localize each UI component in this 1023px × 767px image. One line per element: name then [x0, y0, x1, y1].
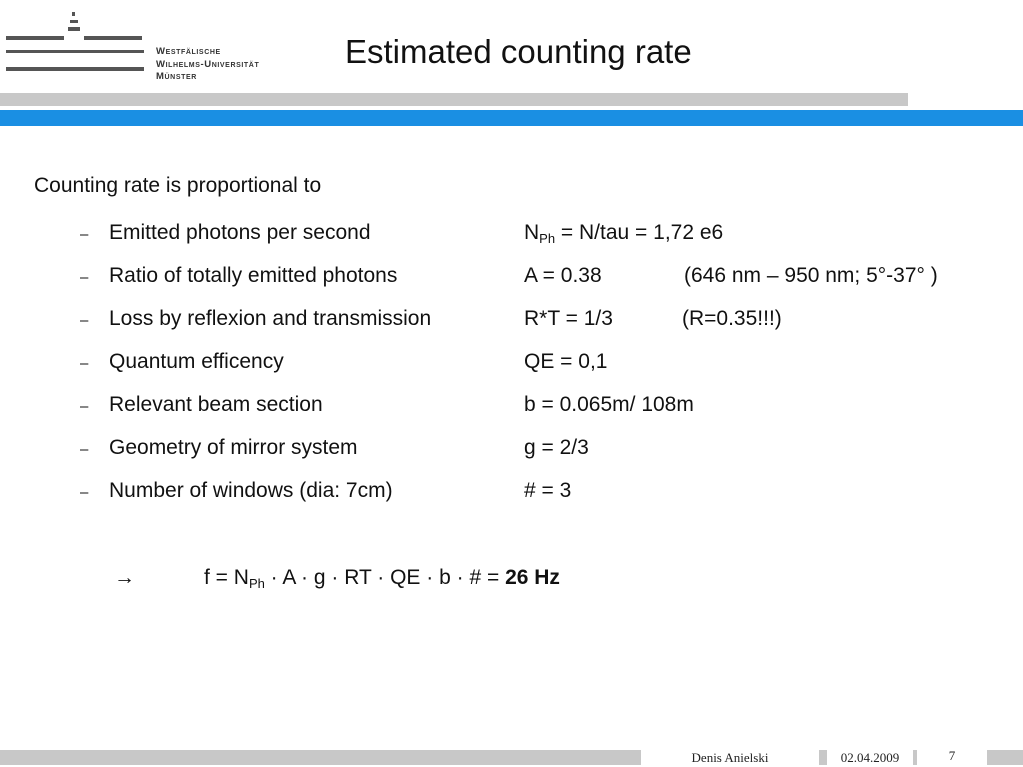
bullet-dash: –	[80, 484, 89, 501]
bullet-dash: –	[80, 226, 89, 243]
bullet-dash: –	[80, 355, 89, 372]
result-formula: $f = N_{Ph} \cdot A \cdot g$ · RT · QE · b · # = 26 Hz	[204, 566, 560, 591]
item-value: # = 3	[524, 479, 572, 502]
logo-line: Münster	[156, 71, 197, 82]
list-item	[0, 436, 1023, 464]
item-value: A = 0.38	[524, 264, 602, 287]
bullet-dash: –	[80, 398, 89, 415]
list-item	[0, 479, 1023, 507]
item-value: $N_{Ph} = N/tau = 1,72$ e6	[524, 221, 724, 246]
header-gray-bar	[0, 93, 908, 106]
footer-page-number: 7	[917, 750, 987, 765]
item-label: Loss by reflexion and transmission	[109, 307, 432, 330]
item-label: Emitted photons per second	[109, 221, 371, 244]
item-note: (646 nm – 950 nm; 5°-37° )	[684, 264, 938, 287]
arrow-icon: →	[114, 566, 135, 589]
list-item	[0, 264, 1023, 292]
bullet-dash: –	[80, 312, 89, 329]
item-label: Ratio of totally emitted photons	[109, 264, 398, 287]
list-item	[0, 307, 1023, 335]
list-item	[0, 221, 1023, 249]
item-label: Geometry of mirror system	[109, 436, 358, 459]
slide-title: Estimated counting rate	[345, 33, 692, 70]
item-label: Number of windows (dia: 7cm)	[109, 479, 393, 502]
logo-line: Westfälische	[156, 46, 221, 57]
item-note: (R=0.35!!!)	[682, 307, 782, 330]
item-value: g = 2/3	[524, 436, 589, 459]
list-item	[0, 350, 1023, 378]
footer-date: 02.04.2009	[827, 750, 913, 765]
item-label: Quantum efficency	[109, 350, 284, 373]
footer-author: Denis Anielski	[641, 750, 819, 765]
item-value: QE = 0,1	[524, 350, 608, 373]
bullet-dash: –	[80, 441, 89, 458]
header-blue-bar	[0, 110, 1023, 126]
item-value: R*T = 1/3	[524, 307, 613, 330]
result-value: 26 Hz	[505, 566, 560, 589]
logo-line: Wilhelms-Universität	[156, 58, 260, 70]
university-logo	[4, 10, 294, 80]
item-label: Relevant beam section	[109, 393, 323, 416]
intro-text: Counting rate is proportional to	[34, 174, 322, 197]
item-value: b = 0.065m/ 108m	[524, 393, 694, 416]
bullet-dash: –	[80, 269, 89, 286]
university-name	[156, 46, 259, 84]
list-item	[0, 393, 1023, 421]
